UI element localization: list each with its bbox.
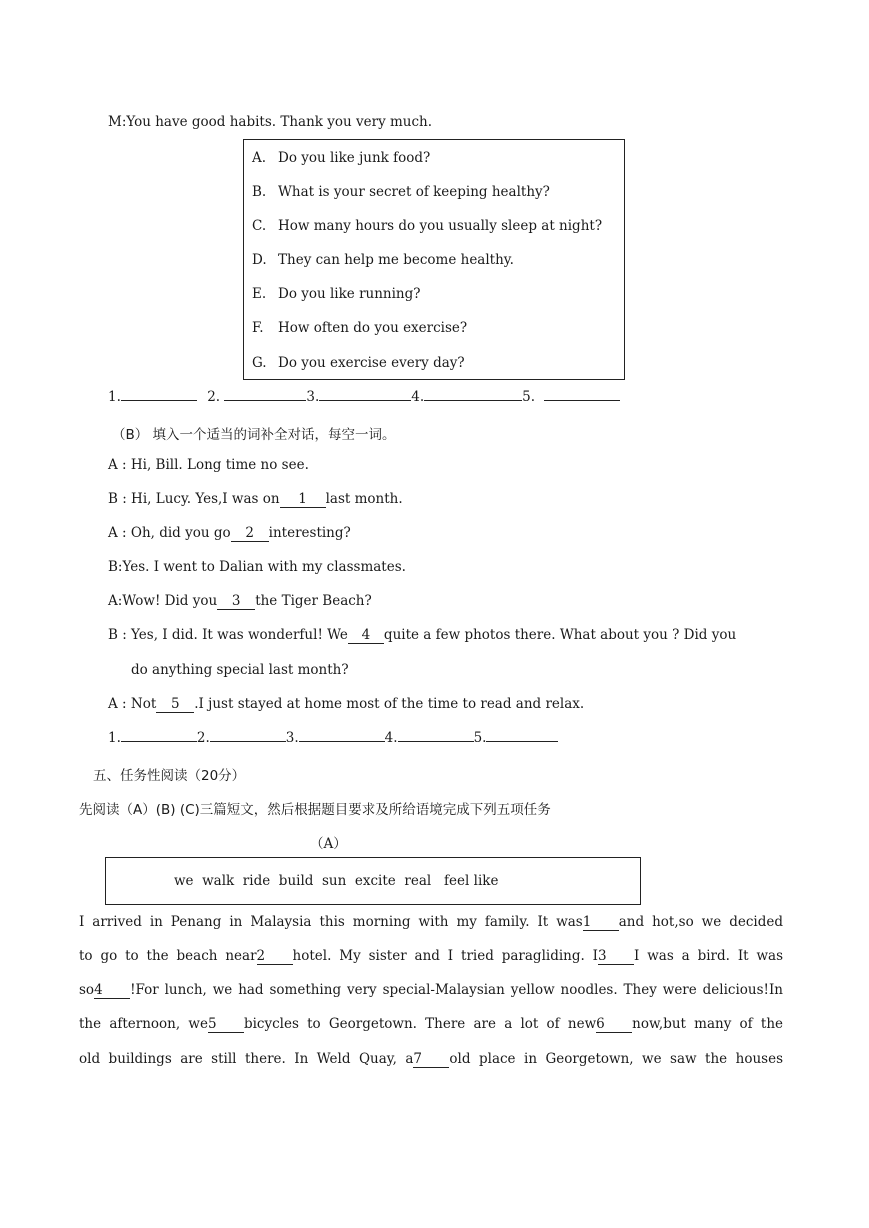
answer-blank[interactable]: [398, 741, 474, 742]
passage-blank-6[interactable]: 6: [596, 1016, 632, 1033]
word-bank: we walk ride build sun excite real feel like: [174, 873, 499, 889]
blank-2[interactable]: 2: [231, 525, 269, 542]
passage-line: to go to the beach near2 hotel. My sister and I tried paragliding. I3 I was a bird. It was: [79, 948, 784, 964]
answer-blank[interactable]: [299, 741, 385, 742]
option-g: G. Do you exercise every day?: [252, 355, 465, 371]
option-f: F. How often do you exercise?: [252, 320, 468, 336]
passage-label: （A）: [310, 836, 347, 852]
section-five-instruction: 先阅读（A）(B) (C)三篇短文，然后根据题目要求及所给语境完成下列五项任务: [79, 802, 551, 818]
passage-blank-1[interactable]: 1: [583, 914, 619, 931]
blank-5[interactable]: 5: [156, 696, 194, 713]
passage-line: old buildings are still there. In Weld Quay, a7 old place in Georgetown, we saw the houses: [79, 1051, 783, 1067]
answer-blank[interactable]: [544, 400, 620, 401]
blank-4[interactable]: 4: [348, 627, 384, 644]
passage-line: so4 !For lunch, we had something very special-Malaysian yellow noodles. They were delicious!In: [79, 982, 783, 998]
option-a: A. Do you like junk food?: [252, 150, 431, 166]
closing-line: M:You have good habits. Thank you very much.: [108, 114, 433, 130]
passage-line: I arrived in Penang in Malaysia this morning with my family. It was1 and hot,so we decided: [79, 914, 783, 930]
answer-blank[interactable]: [210, 741, 286, 742]
option-d: D. They can help me become healthy.: [252, 252, 514, 268]
options-box: [243, 139, 625, 380]
section-b-heading: （B） 填入一个适当的词补全对话，每空一词。: [112, 427, 396, 443]
passage-blank-4[interactable]: 4: [94, 982, 130, 999]
option-c: C. How many hours do you usually sleep at night?: [252, 218, 603, 234]
passage-blank-5[interactable]: 5: [208, 1016, 244, 1033]
passage-blank-2[interactable]: 2: [257, 948, 293, 965]
section-five-title: 五、任务性阅读（20分）: [93, 768, 246, 784]
word-bank-box: [105, 857, 641, 905]
dialogue-line: B : Hi, Lucy. Yes,I was on 1 last month.: [108, 491, 403, 507]
dialogue-line: A : Oh, did you go 2 interesting?: [108, 525, 351, 541]
blank-3[interactable]: 3: [217, 593, 255, 610]
answer-row-a: 1. 2. 3. 4. 5.: [108, 389, 620, 405]
dialogue-line: A : Not 5 .I just stayed at home most of the time to read and relax.: [108, 696, 585, 712]
answer-blank[interactable]: [424, 400, 522, 401]
answer-row-b: 1. 2. 3. 4. 5.: [108, 730, 558, 746]
option-b: B. What is your secret of keeping healthy?: [252, 184, 550, 200]
passage-line: the afternoon, we5 bicycles to Georgetown. There are a lot of new6 now,but many of the: [79, 1016, 783, 1032]
dialogue-line: A:Wow! Did you 3 the Tiger Beach?: [108, 593, 372, 609]
dialogue-line: B:Yes. I went to Dalian with my classmates.: [108, 559, 406, 575]
option-e: E. Do you like running?: [252, 286, 421, 302]
dialogue-line: A : Hi, Bill. Long time no see.: [108, 457, 309, 473]
answer-blank[interactable]: [224, 400, 306, 401]
answer-blank[interactable]: [319, 400, 411, 401]
passage-blank-7[interactable]: 7: [413, 1051, 449, 1068]
answer-blank[interactable]: [121, 400, 197, 401]
answer-blank[interactable]: [121, 741, 197, 742]
passage-blank-3[interactable]: 3: [598, 948, 634, 965]
dialogue-line: B : Yes, I did. It was wonderful! We 4 quite a few photos there. What about you ? Did you: [108, 627, 737, 643]
blank-1[interactable]: 1: [280, 491, 326, 508]
dialogue-line: do anything special last month?: [131, 662, 349, 678]
answer-blank[interactable]: [486, 741, 558, 742]
